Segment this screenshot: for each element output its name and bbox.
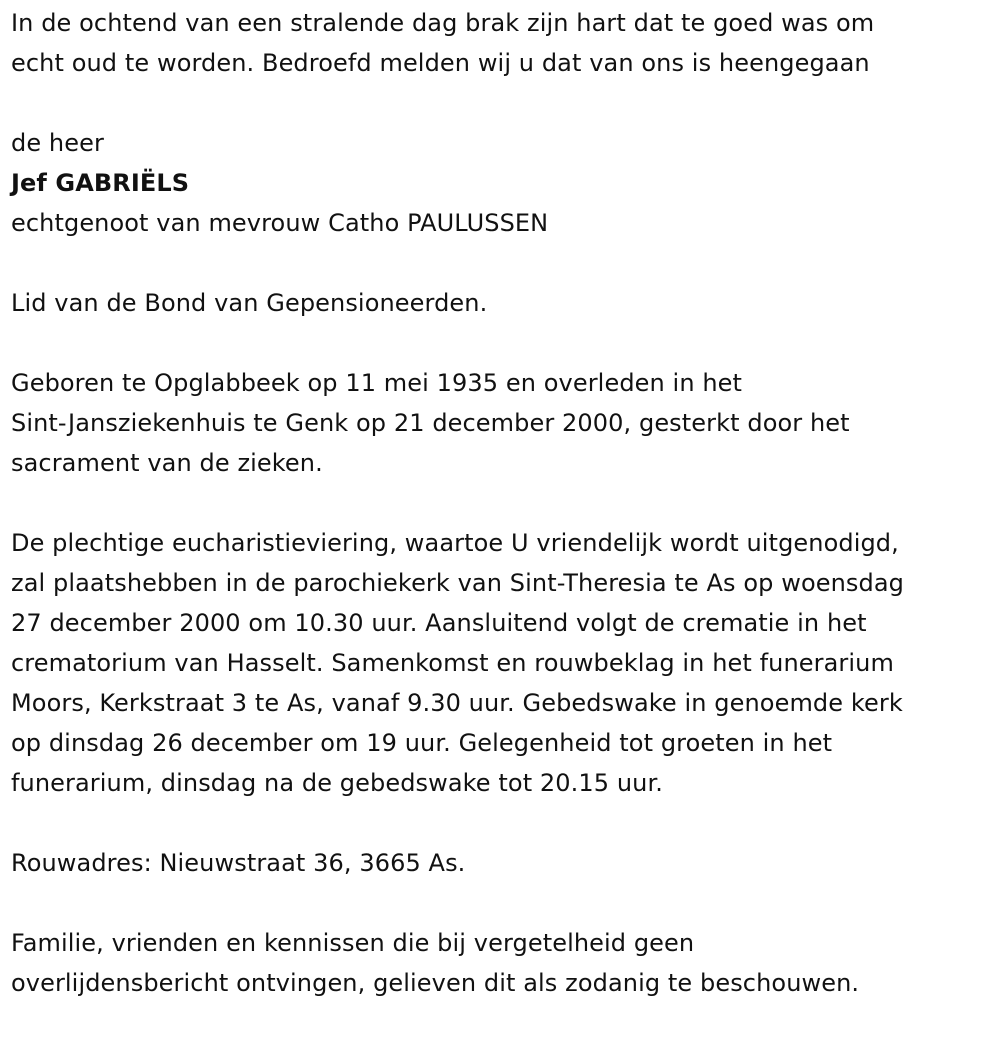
birth-death-paragraph — [11, 363, 996, 483]
ceremony-line: funerarium, dinsdag na de gebedswake tot 20.15 uur. — [11, 769, 663, 797]
closing-line: Familie, vrienden en kennissen die bij vergetelheid geen — [11, 929, 695, 957]
ceremony-line: Moors, Kerkstraat 3 te As, vanaf 9.30 uur. Gebedswake in genoemde kerk — [11, 689, 903, 717]
mourning-address: Rouwadres: Nieuwstraat 36, 3665 As. — [11, 849, 466, 877]
intro-line: In de ochtend van een stralende dag brak zijn hart dat te goed was om — [11, 9, 875, 37]
ceremony-line: 27 december 2000 om 10.30 uur. Aansluitend volgt de crematie in het — [11, 609, 867, 637]
intro-paragraph — [11, 3, 996, 83]
paragraph-spacer — [11, 243, 996, 283]
deceased-name: Jef GABRIËLS — [11, 169, 190, 197]
intro-line: echt oud te worden. Bedroefd melden wij u dat van ons is heengegaan — [11, 49, 870, 77]
birth-death-line: Geboren te Opglabbeek op 11 mei 1935 en overleden in het — [11, 369, 743, 397]
ceremony-line: op dinsdag 26 december om 19 uur. Gelegenheid tot groeten in het — [11, 729, 833, 757]
spouse-line: echtgenoot van mevrouw Catho PAULUSSEN — [11, 209, 549, 237]
honorific: de heer — [11, 129, 104, 157]
ceremony-line: crematorium van Hasselt. Samenkomst en rouwbeklag in het funerarium — [11, 649, 894, 677]
paragraph-spacer — [11, 483, 996, 523]
paragraph-spacer — [11, 803, 996, 843]
closing-line: overlijdensbericht ontvingen, gelieven dit als zodanig te beschouwen. — [11, 969, 860, 997]
membership-line: Lid van de Bond van Gepensioneerden. — [11, 289, 488, 317]
paragraph-spacer — [11, 883, 996, 923]
paragraph-spacer — [11, 323, 996, 363]
birth-death-line: Sint-Jansziekenhuis te Genk op 21 december 2000, gesterkt door het — [11, 409, 850, 437]
ceremony-line: De plechtige eucharistieviering, waartoe U vriendelijk wordt uitgenodigd, — [11, 529, 899, 557]
obituary-notice — [11, 3, 996, 1003]
birth-death-line: sacrament van de zieken. — [11, 449, 323, 477]
ceremony-paragraph — [11, 523, 996, 803]
paragraph-spacer — [11, 83, 996, 123]
ceremony-line: zal plaatshebben in de parochiekerk van Sint-Theresia te As op woensdag — [11, 569, 904, 597]
closing-paragraph — [11, 923, 996, 1003]
